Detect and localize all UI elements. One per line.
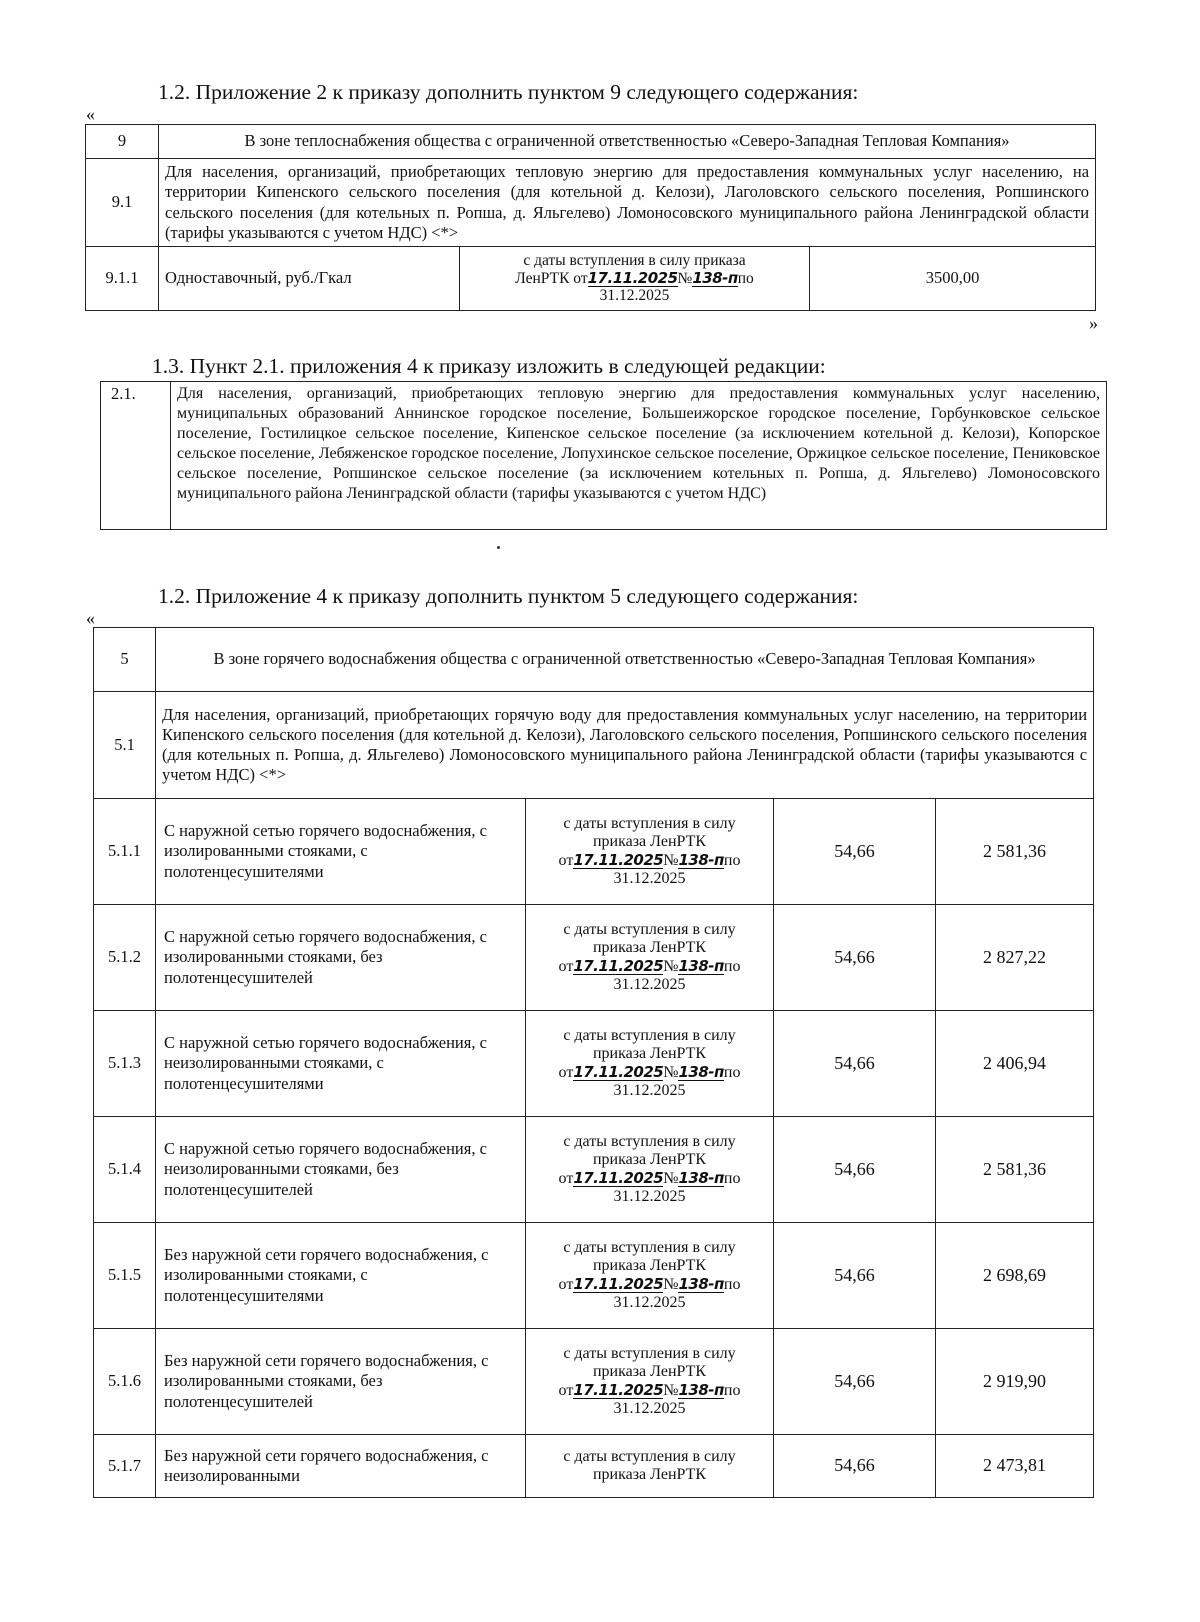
value-component-1: 54,66	[774, 1117, 936, 1223]
period-pre: от	[558, 1381, 574, 1399]
handwritten-date: 17.11.2025	[573, 1168, 664, 1187]
period-end: 31.12.2025	[613, 1187, 686, 1205]
value-component-2: 2 581,36	[936, 1117, 1094, 1223]
period-line1: с даты вступления в силу	[563, 814, 736, 832]
num-sign: №	[663, 957, 679, 975]
num-sign: №	[663, 1381, 679, 1399]
period-pre: от	[558, 1275, 574, 1293]
table-row	[94, 1435, 1094, 1498]
row-num: 5.1.1	[94, 799, 156, 905]
period-mid: по	[723, 1381, 741, 1399]
handwritten-number: 138-п	[692, 268, 738, 287]
table-row	[101, 382, 1107, 530]
value-component-2: 2 406,94	[936, 1011, 1094, 1117]
period-end: 31.12.2025	[613, 869, 686, 887]
num-sign: №	[663, 851, 679, 869]
value-component-2: 2 473,81	[936, 1435, 1094, 1498]
scan-speck	[497, 546, 500, 549]
num-sign: №	[663, 1169, 679, 1187]
period-end: 31.12.2025	[613, 1293, 686, 1311]
period-cell	[526, 905, 774, 1011]
row-num: 9.1.1	[86, 247, 159, 311]
tariff-value: 3500,00	[810, 247, 1096, 311]
period-cell	[526, 1435, 774, 1498]
period-pre: от	[558, 1063, 574, 1081]
row-text: Для населения, организаций, приобретающих тепловую энергию для предоставления коммунальных услуг населению, муниципальных образований Аннинское городское поселение, Большеижорское городское поселение, Горбунковское сельское поселение, Гостилицкое сельское поселение, Кипенское сельское поселение (за исключением котельной д. Келози), Копорское сельское поселение, Лебяженское городское поселение, Лопухинское сельское поселение, Оржицкое сельское поселение, Пениковское сельское поселение, Ропшинское сельское поселение (за исключением котельных п. Ропша, д. Яльгелево) Ломоносовского муниципального района Ленинградской области (тарифы указываются с учетом НДС)	[171, 382, 1107, 530]
period-line2: приказа ЛенРТК	[592, 939, 707, 957]
handwritten-number: 138-п	[678, 850, 724, 869]
period-end: 31.12.2025	[599, 287, 670, 305]
row-text: В зоне теплоснабжения общества с ограниченной ответственностью «Северо-Западная Тепловая Компания»	[159, 125, 1096, 159]
value-component-2: 2 827,22	[936, 905, 1094, 1011]
period-mid: по	[723, 1275, 741, 1293]
period-line1: с даты вступления в силу	[563, 1026, 736, 1044]
period-line1: с даты вступления в силу	[563, 1447, 736, 1465]
table-point-2-1	[100, 381, 1107, 530]
handwritten-date: 17.11.2025	[573, 956, 664, 975]
table-row	[86, 159, 1096, 247]
table-row	[94, 628, 1094, 692]
period-cell	[460, 247, 810, 311]
value-component-2: 2 919,90	[936, 1329, 1094, 1435]
table-tariff-hot-water	[93, 627, 1094, 1498]
period-line1: с даты вступления в силу	[563, 1238, 736, 1256]
section2-heading: 1.3. Пункт 2.1. приложения 4 к приказу изложить в следующей редакции:	[152, 354, 826, 378]
period-pre: от	[558, 1169, 574, 1187]
row-description: С наружной сетью горячего водоснабжения, с неизолированными стояками, без полотенцесушителей	[156, 1117, 526, 1223]
period-mid: по	[723, 1063, 741, 1081]
tariff-name: Одноставочный, руб./Гкал	[159, 247, 460, 311]
period-cell	[526, 1223, 774, 1329]
num-sign: №	[663, 1275, 679, 1293]
period-line2: приказа ЛенРТК	[592, 1466, 707, 1483]
period-line1: с даты вступления в силу	[563, 920, 736, 938]
row-text: В зоне горячего водоснабжения общества с ограниченной ответственностью «Северо-Западная Тепловая Компания»	[156, 628, 1094, 692]
table-row	[86, 125, 1096, 159]
period-pre: ЛенРТК от	[515, 269, 588, 287]
period-end: 31.12.2025	[613, 1399, 686, 1417]
row-description: С наружной сетью горячего водоснабжения, с изолированными стояками, с полотенцесушителями	[156, 799, 526, 905]
value-component-1: 54,66	[774, 905, 936, 1011]
period-line1: с даты вступления в силу	[563, 1344, 736, 1362]
row-text: Для населения, организаций, приобретающих тепловую энергию для предоставления коммунальных услуг населению, на территории Кипенского сельского поселения (для котельной д. Келози), Лаголовского сельского поселения, Ропшинского сельского поселения (для котельных п. Ропша, д. Яльгелево) Ломоносовского муниципального района Ленинградской области (тарифы указываются с учетом НДС) <*>	[159, 159, 1096, 247]
handwritten-number: 138-п	[678, 1062, 724, 1081]
row-num: 5.1	[94, 692, 156, 799]
table-row	[94, 1011, 1094, 1117]
period-cell	[526, 1011, 774, 1117]
value-component-1: 54,66	[774, 1223, 936, 1329]
row-num: 9	[86, 125, 159, 159]
row-text: Для населения, организаций, приобретающих горячую воду для предоставления коммунальных услуг населению, на территории Кипенского сельского поселения (для котельной д. Келози), Лаголовского сельского поселения, Ропшинского сельского поселения (для котельных п. Ропша, д. Яльгелево) Ломоносовского муниципального района Ленинградской области (тарифы указываются с учетом НДС) <*>	[156, 692, 1094, 799]
period-line2: приказа ЛенРТК	[592, 1151, 707, 1169]
handwritten-date: 17.11.2025	[573, 1274, 664, 1293]
row-description: Без наружной сети горячего водоснабжения, с изолированными стояками, с полотенцесушителями	[156, 1223, 526, 1329]
value-component-2: 2 581,36	[936, 799, 1094, 905]
period-line1: с даты вступления в силу	[563, 1132, 736, 1150]
table-row	[94, 905, 1094, 1011]
period-mid: по	[723, 851, 741, 869]
handwritten-date: 17.11.2025	[573, 850, 664, 869]
handwritten-number: 138-п	[678, 1380, 724, 1399]
section1-heading: 1.2. Приложение 2 к приказу дополнить пунктом 9 следующего содержания:	[158, 80, 859, 104]
row-num: 9.1	[86, 159, 159, 247]
row-num: 5.1.5	[94, 1223, 156, 1329]
row-num: 5.1.2	[94, 905, 156, 1011]
handwritten-date: 17.11.2025	[573, 1380, 664, 1399]
num-sign: №	[663, 1063, 679, 1081]
num-sign: №	[677, 269, 693, 287]
handwritten-date: 17.11.2025	[573, 1062, 664, 1081]
period-mid: по	[723, 1169, 741, 1187]
period-end: 31.12.2025	[613, 975, 686, 993]
table-row	[86, 247, 1096, 311]
period-line2: приказа ЛенРТК	[592, 1257, 707, 1275]
row-num: 2.1.	[101, 382, 171, 530]
period-line1: с даты вступления в силу приказа	[523, 252, 746, 270]
handwritten-date: 17.11.2025	[587, 268, 678, 287]
table-row	[94, 692, 1094, 799]
row-description: С наружной сетью горячего водоснабжения, с изолированными стояками, без полотенцесушителей	[156, 905, 526, 1011]
row-num: 5.1.4	[94, 1117, 156, 1223]
period-line2: приказа ЛенРТК	[592, 833, 707, 851]
period-line2: приказа ЛенРТК	[592, 1363, 707, 1381]
row-num: 5.1.3	[94, 1011, 156, 1117]
table-tariff-heat	[85, 124, 1096, 311]
value-component-2: 2 698,69	[936, 1223, 1094, 1329]
open-quote: «	[86, 104, 95, 124]
period-pre: от	[558, 957, 574, 975]
handwritten-number: 138-п	[678, 956, 724, 975]
handwritten-number: 138-п	[678, 1168, 724, 1187]
row-num: 5.1.6	[94, 1329, 156, 1435]
close-quote: »	[1089, 313, 1098, 333]
value-component-1: 54,66	[774, 1435, 936, 1498]
table-row	[94, 1329, 1094, 1435]
value-component-1: 54,66	[774, 1329, 936, 1435]
row-description: С наружной сетью горячего водоснабжения, с неизолированными стояками, с полотенцесушителями	[156, 1011, 526, 1117]
open-quote: «	[86, 608, 95, 628]
period-mid: по	[723, 957, 741, 975]
period-line2: приказа ЛенРТК	[592, 1045, 707, 1063]
period-cell	[526, 799, 774, 905]
handwritten-number: 138-п	[678, 1274, 724, 1293]
period-pre: от	[558, 851, 574, 869]
period-end: 31.12.2025	[613, 1081, 686, 1099]
period-cell	[526, 1329, 774, 1435]
row-num: 5	[94, 628, 156, 692]
table-row	[94, 1223, 1094, 1329]
row-description: Без наружной сети горячего водоснабжения, с изолированными стояками, без полотенцесушителей	[156, 1329, 526, 1435]
period-mid: по	[737, 269, 754, 287]
value-component-1: 54,66	[774, 1011, 936, 1117]
period-cell	[526, 1117, 774, 1223]
value-component-1: 54,66	[774, 799, 936, 905]
section3-heading: 1.2. Приложение 4 к приказу дополнить пунктом 5 следующего содержания:	[158, 584, 859, 608]
row-num: 5.1.7	[94, 1435, 156, 1498]
table-row	[94, 799, 1094, 905]
table-row	[94, 1117, 1094, 1223]
row-description: Без наружной сети горячего водоснабжения, с неизолированными	[156, 1435, 526, 1498]
